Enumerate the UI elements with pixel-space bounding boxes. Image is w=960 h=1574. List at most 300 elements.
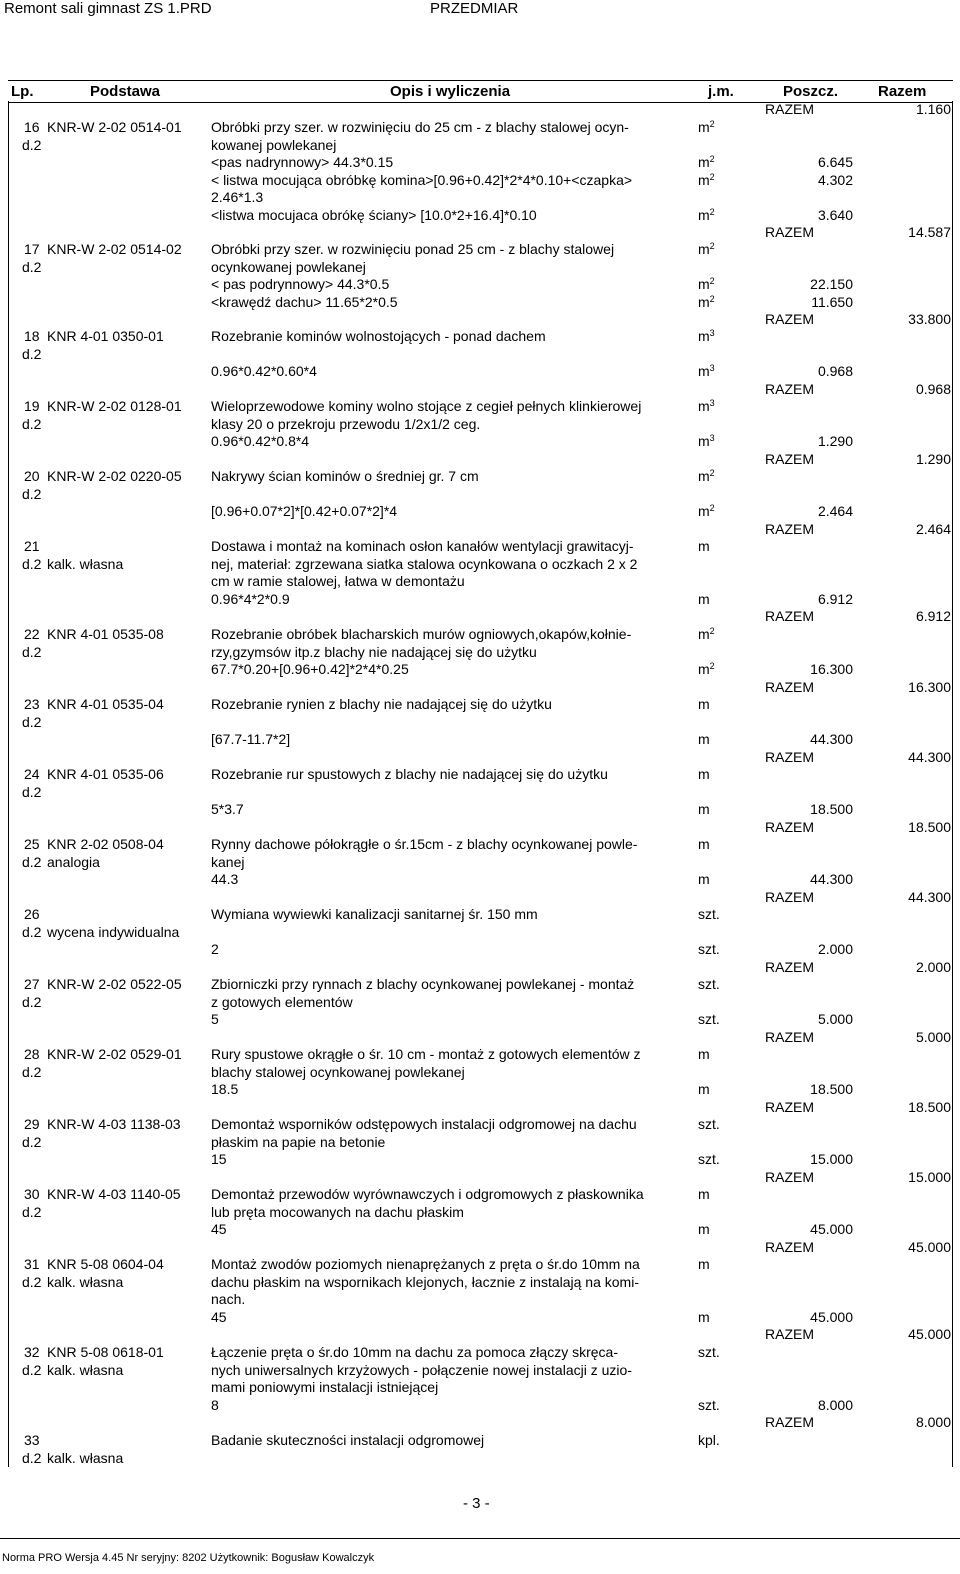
calc-expression: 0.96*0.42*0.8*4 <box>211 433 310 449</box>
item-line <box>8 784 953 802</box>
position-item <box>8 538 953 626</box>
razem-label: RAZEM <box>765 678 814 695</box>
position-item <box>8 696 953 766</box>
item-line <box>8 1046 953 1064</box>
razem-value: 14.587 <box>908 224 951 240</box>
item-line <box>8 154 953 172</box>
calc-quantity: 15.000 <box>810 1151 853 1167</box>
calc-quantity: 18.500 <box>810 801 853 817</box>
razem-label: RAZEM <box>765 224 814 240</box>
item-description: Rozebranie kominów wolnostojących - ponad dachem <box>211 328 546 344</box>
razem-value: 1.160 <box>915 101 951 117</box>
item-line <box>8 871 953 889</box>
item-line <box>8 1432 953 1450</box>
calc-quantity: 3.640 <box>817 206 853 223</box>
calc-unit: szt. <box>698 1396 720 1413</box>
item-line <box>8 503 953 521</box>
item-description: klasy 20 o przekroju przewodu 1/2x1/2 ceg. <box>211 415 481 432</box>
item-description: Zbiorniczki przy rynnach z blachy ocynkowanej powlekanej - montaż <box>211 976 635 992</box>
item-unit: $m^2$ <box>698 468 715 484</box>
calc-quantity: 8.000 <box>817 1396 853 1413</box>
item-unit: m <box>698 538 710 554</box>
razem-label: RAZEM <box>765 311 814 327</box>
razem-value: 15.000 <box>908 1168 951 1185</box>
item-line <box>8 189 953 207</box>
item-description: Rozebranie obróbek blacharskich murów ogniowych,okapów,kołnie- <box>211 626 632 642</box>
table-border-left <box>8 101 9 1467</box>
item-unit: m <box>698 1256 710 1272</box>
item-description: mami poniowymi instalacji istniejącej <box>211 1379 439 1395</box>
item-description: Montaż zwodów poziomych nienaprężanych z pręta o śr.do 10mm na <box>211 1256 640 1272</box>
razem-value: 18.500 <box>908 1098 951 1115</box>
item-number: 26 <box>24 906 40 922</box>
item-line <box>8 1291 953 1309</box>
item-line <box>8 1379 953 1397</box>
razem-value: 5.000 <box>915 1028 951 1045</box>
position-item <box>8 328 953 398</box>
item-chapter: d.2 <box>22 485 42 502</box>
razem-label: RAZEM <box>765 450 814 467</box>
calc-quantity: 16.300 <box>810 661 853 677</box>
item-chapter: d.2 <box>22 415 42 432</box>
carry-over-row <box>8 101 953 119</box>
calc-expression: 2 <box>211 941 219 957</box>
position-item <box>8 1046 953 1116</box>
item-unit: szt. <box>698 1116 720 1132</box>
item-number: 18 <box>24 328 40 344</box>
item-line <box>8 766 953 784</box>
razem-value: 16.300 <box>908 678 951 695</box>
col-qty: Poszcz. <box>783 83 839 100</box>
item-line <box>8 1064 953 1082</box>
item-chapter: d.2 <box>22 345 42 362</box>
item-line <box>8 556 953 574</box>
calc-unit: m <box>698 1308 710 1325</box>
item-description: Obróbki przy szer. w rozwinięciu ponad 25 cm - z blachy stalowej <box>211 241 615 257</box>
calc-expression: 0.96*0.42*0.60*4 <box>211 363 317 379</box>
item-line <box>8 276 953 294</box>
item-line <box>8 1274 953 1292</box>
item-line <box>8 906 953 924</box>
position-item <box>8 398 953 468</box>
item-number: 25 <box>24 836 40 852</box>
item-line <box>8 363 953 381</box>
item-unit: m <box>698 1186 710 1202</box>
item-description: ocynkowanej powlekanej <box>211 258 366 275</box>
razem-label: RAZEM <box>765 608 814 624</box>
item-basis: KNR-W 4-03 1140-05 <box>47 1186 181 1202</box>
position-item <box>8 1116 953 1186</box>
item-description: Wieloprzewodowe kominy wolno stojące z cegieł pełnych klinkierowej <box>211 398 642 414</box>
item-unit: $m^2$ <box>698 626 715 642</box>
razem-value: 2.464 <box>915 520 951 537</box>
item-description: płaskim na papie na betonie <box>211 1133 386 1150</box>
calc-expression: 5*3.7 <box>211 801 244 817</box>
calc-quantity: 6.912 <box>817 590 853 607</box>
calc-unit: $m^3$ <box>698 363 715 379</box>
item-chapter: d.2 <box>22 853 42 870</box>
item-basis-note: analogia <box>47 853 100 870</box>
item-line <box>8 1326 953 1344</box>
item-line <box>8 1081 953 1099</box>
item-line <box>8 207 953 225</box>
item-basis: KNR-W 2-02 0529-01 <box>47 1046 182 1062</box>
item-line <box>8 1362 953 1380</box>
calc-expression: 44.3 <box>211 871 239 887</box>
item-description: Rury spustowe okrągłe o śr. 10 cm - montaż z gotowych elementów z <box>211 1046 641 1062</box>
calc-unit: $m^2$ <box>698 293 715 310</box>
calc-quantity: 45.000 <box>810 1308 853 1325</box>
item-unit: $m^2$ <box>698 241 715 257</box>
item-line <box>8 626 953 644</box>
item-description: nej, materiał: zgrzewana siatka stalowa ocynkowana o oczkach 2 x 2 <box>211 555 638 572</box>
item-description: rzy,gzymsów itp.z blachy nie nadającej się do użytku <box>211 643 537 660</box>
item-number: 27 <box>24 976 40 992</box>
item-number: 33 <box>24 1432 40 1448</box>
item-line <box>8 1134 953 1152</box>
position-item <box>8 1344 953 1432</box>
item-chapter: d.2 <box>22 993 42 1010</box>
item-line <box>8 679 953 697</box>
item-line <box>8 714 953 732</box>
item-description: cm w ramie stalowej, łatwa w demontażu <box>211 573 465 589</box>
item-unit: $m^3$ <box>698 328 715 344</box>
item-line <box>8 328 953 346</box>
item-chapter: d.2 <box>22 1063 42 1080</box>
item-number: 29 <box>24 1116 40 1132</box>
calc-unit: m <box>698 1081 710 1097</box>
item-basis-note: kalk. własna <box>47 555 124 572</box>
razem-label: RAZEM <box>765 1028 814 1045</box>
item-line <box>8 1029 953 1047</box>
calc-unit: szt. <box>698 941 720 957</box>
item-number: 23 <box>24 696 40 712</box>
position-item <box>8 1256 953 1344</box>
calc-quantity: 4.302 <box>817 171 853 188</box>
item-line <box>8 486 953 504</box>
item-line <box>8 538 953 556</box>
item-line <box>8 1309 953 1327</box>
item-line <box>8 451 953 469</box>
position-item <box>8 976 953 1046</box>
item-unit: szt. <box>698 976 720 992</box>
item-line <box>8 294 953 312</box>
item-line <box>8 959 953 977</box>
item-line <box>8 1099 953 1117</box>
item-line <box>8 311 953 329</box>
position-item <box>8 119 953 242</box>
calc-quantity: 2.464 <box>817 503 853 519</box>
item-line <box>8 1397 953 1415</box>
footer-divider <box>0 1538 960 1539</box>
razem-label: RAZEM <box>765 1098 814 1115</box>
table-header <box>8 80 953 103</box>
calc-quantity: 5.000 <box>817 1011 853 1027</box>
item-line <box>8 468 953 486</box>
item-description: Demontaż wsporników odstępowych instalacji odgromowej na dachu <box>211 1116 637 1132</box>
item-line <box>8 259 953 277</box>
item-line <box>8 836 953 854</box>
razem-value: 18.500 <box>908 818 951 835</box>
calc-expression: 67.7*0.20+[0.96+0.42]*2*4*0.25 <box>211 661 409 677</box>
item-line <box>8 346 953 364</box>
item-unit: szt. <box>698 1344 720 1360</box>
razem-value: 8.000 <box>915 1414 951 1430</box>
calc-quantity: 0.968 <box>817 363 853 379</box>
calc-expression: 5 <box>211 1011 219 1027</box>
item-chapter: d.2 <box>22 923 42 940</box>
col-basis: Podstawa <box>90 83 161 100</box>
position-item <box>8 1432 953 1467</box>
item-line <box>8 854 953 872</box>
item-line <box>8 1344 953 1362</box>
item-line <box>8 1221 953 1239</box>
item-chapter: d.2 <box>22 783 42 800</box>
item-line <box>8 1450 953 1468</box>
col-lp: Lp. <box>11 83 34 100</box>
item-description: z gotowych elementów <box>211 993 353 1010</box>
position-item <box>8 241 953 329</box>
calc-expression: 2.46*1.3 <box>211 189 264 205</box>
calc-expression: [0.96+0.07*2]*[0.42+0.07*2]*4 <box>211 503 398 519</box>
item-unit: m <box>698 766 710 782</box>
calc-quantity: 45.000 <box>810 1221 853 1237</box>
item-chapter: d.2 <box>22 713 42 730</box>
calc-expression: [67.7-11.7*2] <box>211 731 291 747</box>
item-basis: KNR 4-01 0535-08 <box>47 626 164 642</box>
razem-value: 1.290 <box>915 450 951 467</box>
item-description: Demontaż przewodów wyrównawczych i odgromowych z płaskownika <box>211 1186 644 1202</box>
item-basis: KNR 2-02 0508-04 <box>47 836 164 852</box>
position-item <box>8 766 953 836</box>
item-number: 28 <box>24 1046 40 1062</box>
item-basis: KNR-W 2-02 0514-02 <box>47 241 182 257</box>
position-item <box>8 1186 953 1256</box>
calc-expression: 15 <box>211 1151 227 1167</box>
item-chapter: d.2 <box>22 1361 42 1378</box>
item-chapter: d.2 <box>22 643 42 660</box>
item-basis-note: kalk. własna <box>47 1361 124 1378</box>
item-chapter: d.2 <box>22 136 42 153</box>
item-line <box>8 1116 953 1134</box>
razem-label: RAZEM <box>765 380 814 397</box>
item-number: 22 <box>24 626 40 642</box>
razem-value: 6.912 <box>915 608 951 624</box>
item-line <box>8 889 953 907</box>
position-item <box>8 906 953 976</box>
item-number: 32 <box>24 1344 40 1360</box>
calc-quantity: 11.650 <box>811 293 853 310</box>
item-description: Rynny dachowe półokrągłe o śr.15cm - z blachy ocynkowanej powle- <box>211 836 638 852</box>
item-line <box>8 941 953 959</box>
item-line <box>8 801 953 819</box>
item-unit: m <box>698 1046 710 1062</box>
item-line <box>8 381 953 399</box>
item-description: Dostawa i montaż na kominach osłon kanałów wentylacji grawitacyj- <box>211 538 634 554</box>
calc-quantity: 44.300 <box>810 871 853 887</box>
razem-label: RAZEM <box>765 818 814 835</box>
calc-expression: <krawędź dachu> 11.65*2*0.5 <box>211 293 398 310</box>
page-number: - 3 - <box>463 1495 490 1512</box>
razem-label: RAZEM <box>765 101 814 117</box>
item-line <box>8 924 953 942</box>
calc-expression: 45 <box>211 1221 227 1237</box>
razem-label: RAZEM <box>765 1238 814 1255</box>
item-line <box>8 1256 953 1274</box>
item-line <box>8 1186 953 1204</box>
calc-quantity: 6.645 <box>817 154 853 170</box>
col-desc: Opis i wyliczenia <box>390 83 511 100</box>
item-basis: KNR-W 4-03 1138-03 <box>47 1116 181 1132</box>
item-description: Nakrywy ścian kominów o średniej gr. 7 cm <box>211 468 479 484</box>
calc-unit: m <box>698 1221 710 1237</box>
item-line <box>8 224 953 242</box>
item-chapter: d.2 <box>22 1449 42 1466</box>
item-description: Rozebranie rynien z blachy nie nadającej się do użytku <box>211 696 552 712</box>
razem-value: 44.300 <box>908 748 951 765</box>
calc-expression: <listwa mocujaca obrókę ściany> [10.0*2+16.4]*0.10 <box>211 206 537 223</box>
razem-value: 0.968 <box>915 380 951 397</box>
item-unit: m <box>698 836 710 852</box>
item-unit: m <box>698 696 710 712</box>
razem-label: RAZEM <box>765 1414 814 1430</box>
item-description: Rozebranie rur spustowych z blachy nie nadającej się do użytku <box>211 766 608 782</box>
item-basis: KNR-W 2-02 0128-01 <box>47 398 182 414</box>
item-line <box>8 608 953 626</box>
item-basis: KNR-W 2-02 0522-05 <box>47 976 182 992</box>
item-number: 17 <box>24 241 40 257</box>
calc-unit: m <box>698 871 710 887</box>
item-description: blachy stalowej ocynkowanej powlekanej <box>211 1063 465 1080</box>
item-chapter: d.2 <box>22 1273 42 1290</box>
razem-label: RAZEM <box>765 1168 814 1185</box>
item-chapter: d.2 <box>22 555 42 572</box>
razem-label: RAZEM <box>765 748 814 765</box>
razem-value: 33.800 <box>908 311 951 327</box>
item-chapter: d.2 <box>22 258 42 275</box>
item-line <box>8 976 953 994</box>
calc-unit: $m^2$ <box>698 276 715 292</box>
item-basis: KNR 4-01 0350-01 <box>47 328 164 344</box>
item-description: Obróbki przy szer. w rozwinięciu do 25 cm - z blachy stalowej ocyn- <box>211 119 629 135</box>
razem-label: RAZEM <box>765 1326 814 1342</box>
position-item <box>8 468 953 538</box>
calc-expression: 18.5 <box>211 1081 239 1097</box>
item-line <box>8 172 953 190</box>
item-line <box>8 1011 953 1029</box>
item-description: Badanie skuteczności instalacji odgromowej <box>211 1432 485 1448</box>
item-unit: $m^2$ <box>698 119 715 135</box>
item-line <box>8 1151 953 1169</box>
calc-unit: $m^2$ <box>698 171 715 188</box>
item-description: nach. <box>211 1291 246 1307</box>
item-line <box>8 137 953 155</box>
item-line <box>8 521 953 539</box>
razem-value: 2.000 <box>915 958 951 975</box>
calc-unit: $m^2$ <box>698 206 715 223</box>
item-line <box>8 1204 953 1222</box>
item-line <box>8 1239 953 1257</box>
razem-value: 44.300 <box>908 888 951 905</box>
item-line <box>8 994 953 1012</box>
item-number: 30 <box>24 1186 40 1202</box>
item-number: 24 <box>24 766 40 782</box>
item-line <box>8 398 953 416</box>
item-line <box>8 1414 953 1432</box>
razem-value: 45.000 <box>908 1326 951 1342</box>
item-line <box>8 696 953 714</box>
calc-quantity: 44.300 <box>810 731 853 747</box>
col-unit: j.m. <box>708 83 734 100</box>
razem-label: RAZEM <box>765 888 814 905</box>
item-chapter: d.2 <box>22 1203 42 1220</box>
item-basis: KNR-W 2-02 0220-05 <box>47 468 182 484</box>
calc-unit: m <box>698 590 710 607</box>
project-title: Remont sali gimnast ZS 1.PRD <box>4 0 212 17</box>
item-line <box>8 241 953 259</box>
calc-expression: 8 <box>211 1396 219 1413</box>
calc-expression: < listwa mocująca obróbkę komina>[0.96+0.42]*2*4*0.10+<czapka> <box>211 171 633 188</box>
item-description: nych uniwersalnych krzyżowych - połączenie nowej instalacji z uzio- <box>211 1361 632 1378</box>
calc-expression: <pas nadrynnowy> 44.3*0.15 <box>211 154 394 170</box>
calc-unit: m <box>698 801 710 817</box>
item-line <box>8 119 953 137</box>
item-number: 21 <box>24 538 40 554</box>
item-basis: KNR-W 2-02 0514-01 <box>47 119 182 135</box>
calc-unit: m <box>698 731 710 747</box>
item-line <box>8 416 953 434</box>
footer-text: Norma PRO Wersja 4.45 Nr seryjny: 8202 Użytkownik: Bogusław Kowalczyk <box>2 1552 375 1564</box>
calc-expression: < pas podrynnowy> 44.3*0.5 <box>211 276 390 292</box>
item-line <box>8 433 953 451</box>
item-description: lub pręta mocowanych na dachu płaskim <box>211 1203 464 1220</box>
item-line <box>8 819 953 837</box>
item-basis-note: kalk. własna <box>47 1449 124 1466</box>
item-unit: $m^3$ <box>698 398 715 414</box>
item-line <box>8 749 953 767</box>
item-description: kanej <box>211 853 245 870</box>
item-line <box>8 1169 953 1187</box>
calc-unit: $m^2$ <box>698 503 715 519</box>
item-line <box>8 573 953 591</box>
calc-expression: 45 <box>211 1308 227 1325</box>
item-number: 19 <box>24 398 40 414</box>
calc-quantity: 22.150 <box>810 276 853 292</box>
document-type: PRZEDMIAR <box>430 0 519 17</box>
calc-expression: 0.96*4*2*0.9 <box>211 590 290 607</box>
calc-unit: $m^3$ <box>698 433 715 449</box>
item-line <box>8 591 953 609</box>
position-item <box>8 836 953 906</box>
item-unit: kpl. <box>698 1432 720 1448</box>
item-basis-note: kalk. własna <box>47 1273 124 1290</box>
item-number: 31 <box>24 1256 40 1272</box>
item-basis-note: wycena indywidualna <box>47 923 180 940</box>
item-description: dachu płaskim na wspornikach klejonych, łacznie z instalają na komi- <box>211 1273 639 1290</box>
table-border-right <box>952 101 953 1467</box>
col-total: Razem <box>878 83 927 100</box>
item-description: Wymiana wywiewki kanalizacji sanitarnej śr. 150 mm <box>211 906 538 922</box>
calc-unit: $m^2$ <box>698 154 715 170</box>
item-basis: KNR 4-01 0535-04 <box>47 696 164 712</box>
item-chapter: d.2 <box>22 1133 42 1150</box>
calc-unit: szt. <box>698 1151 720 1167</box>
item-basis: KNR 5-08 0604-04 <box>47 1256 164 1272</box>
item-unit: szt. <box>698 906 720 922</box>
calc-quantity: 1.290 <box>817 433 853 449</box>
item-description: kowanej powlekanej <box>211 136 337 153</box>
position-item <box>8 626 953 696</box>
